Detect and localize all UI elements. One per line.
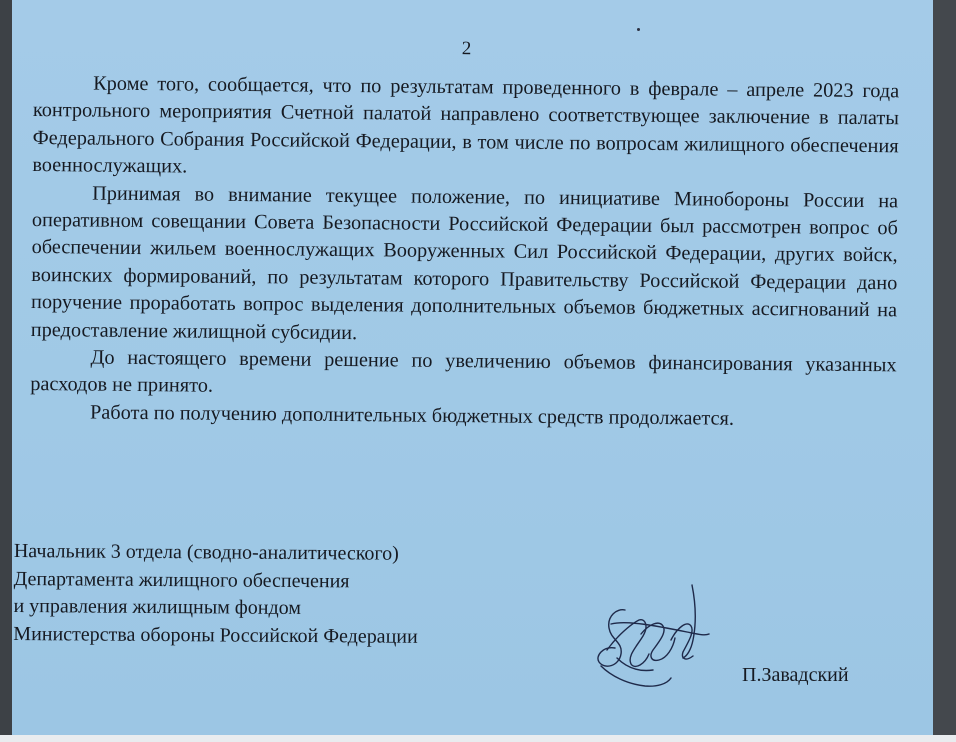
signatory-position-line: Министерства обороны Российской Федерации — [13, 622, 418, 648]
signatory-position — [13, 538, 574, 652]
paragraph-funding-decision: До настоящего времени решение по увеличению объемов финансирования указанных расходов не принято. — [30, 346, 897, 398]
signatory-position-line: и управления жилищным фондом — [13, 594, 302, 620]
viewer-scrollbar-right[interactable] — [933, 0, 956, 738]
signatory-position-line: Департамента жилищного обеспечения — [13, 567, 350, 592]
document-page — [12, 0, 933, 736]
scan-speck — [637, 28, 640, 31]
paragraph-work-continues: Работа по получению дополнительных бюджетных средств продолжается. — [89, 401, 735, 430]
paragraph-security-council: Принимая во внимание текущее положение, по инициативе Минобороны России на оперативном совещании Совета Безопасности Российской Федерации был рассмотрен вопрос об обеспечении жильем военнослужащих Вооруженных Сил Российской Федерации, других войск, воинских формирований, по результатам которого Правительству Российской Федерации дано поручение проработать вопрос выделения дополнительных объемов бюджетных ассигнований на предоставление жилищной субсидии. — [30, 182, 899, 344]
signatory-position-line: Начальник 3 отдела (сводно-аналитического) — [13, 539, 399, 565]
viewer-frame-bottom — [0, 735, 956, 742]
page-number: 2 — [461, 38, 472, 60]
letter-text-block — [30, 0, 900, 430]
signatory-name: П.Завадский — [742, 664, 849, 686]
paragraph-audit: Кроме того, сообщается, что по результатам проведенного в феврале – апреле 2023 года контрольного мероприятия Счетной палатой направлено соответствующее заключение в палаты Федерального Собрания Российской Федерации, в том числе по вопросам жилищного обеспечения военнослужащих. — [32, 72, 900, 178]
letter-body — [30, 70, 899, 435]
handwritten-signature — [587, 580, 717, 695]
viewer-frame-left — [0, 0, 12, 738]
